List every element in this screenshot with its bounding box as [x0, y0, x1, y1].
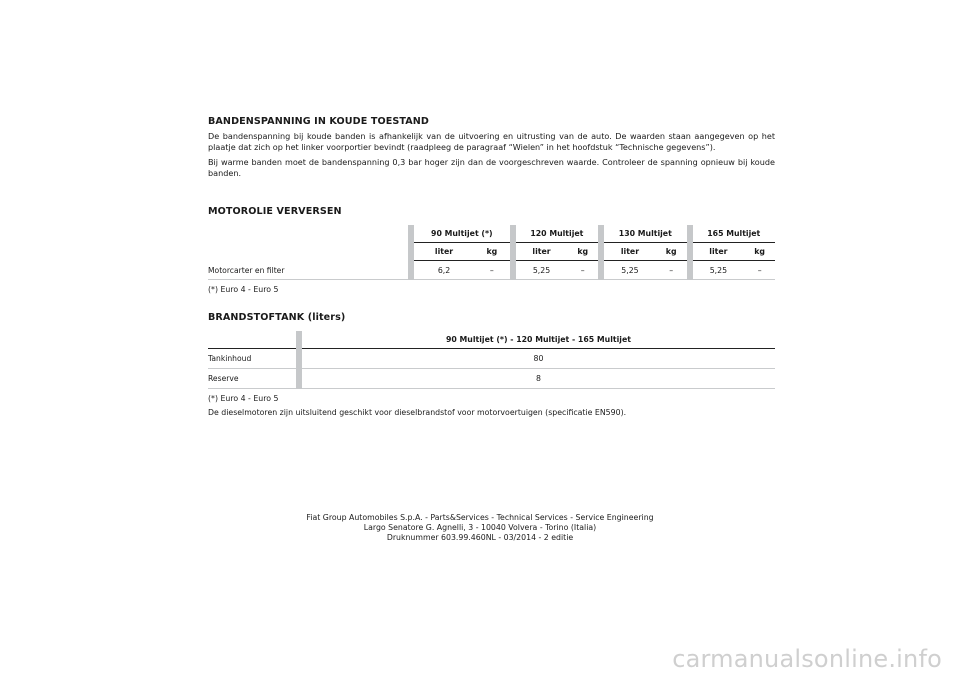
oil-table-empty-header	[208, 225, 408, 243]
fuel-engine-header: 90 Multijet (*) - 120 Multijet - 165 Multijet	[302, 331, 775, 349]
table-row	[208, 369, 775, 389]
fuel-table	[208, 331, 775, 389]
page-content	[208, 116, 775, 417]
fuel-table-empty-header	[208, 331, 296, 349]
oil-value: –	[567, 261, 598, 280]
table-row	[208, 349, 775, 369]
oil-value: 6,2	[414, 261, 474, 280]
oil-unit-header: kg	[474, 243, 510, 261]
footer-line-3: Druknummer 603.99.460NL - 03/2014 - 2 editie	[386, 533, 574, 542]
oil-unit-header: liter	[693, 243, 745, 261]
oil-unit-header: liter	[604, 243, 656, 261]
fuel-tank-section	[208, 312, 775, 417]
oil-change-section	[208, 206, 775, 294]
table-row	[208, 261, 775, 280]
tire-pressure-paragraph-1: De bandenspanning bij koude banden is afhankelijk van de uitvoering en uitrusting van de auto. De waarden staan aangegeven op het plaatje dat zich op het linker voorportier bevindt (raadpleeg de paragraaf “Wielen” in het hoofdstuk “Technische gegevens”).	[208, 131, 775, 152]
fuel-row-label: Reserve	[208, 369, 296, 389]
fuel-value: 8	[302, 369, 775, 389]
oil-engine-header: 90 Multijet (*)	[414, 225, 510, 243]
oil-value: 5,25	[693, 261, 745, 280]
oil-table	[208, 225, 775, 280]
oil-engine-header: 165 Multijet	[693, 225, 775, 243]
oil-value: –	[474, 261, 510, 280]
oil-value: 5,25	[516, 261, 568, 280]
oil-value: –	[744, 261, 775, 280]
oil-value: 5,25	[604, 261, 656, 280]
watermark: carmanualsonline.info	[672, 645, 942, 673]
oil-table-empty-unit	[208, 243, 408, 261]
diesel-note: De dieselmotoren zijn uitsluitend geschikt voor dieselbrandstof voor motorvoertuigen (specificatie EN590).	[208, 408, 627, 418]
oil-value: –	[656, 261, 687, 280]
oil-unit-header: kg	[744, 243, 775, 261]
oil-unit-header: kg	[656, 243, 687, 261]
fuel-table-header-row	[208, 331, 775, 349]
oil-engine-header: 130 Multijet	[604, 225, 686, 243]
page-footer	[0, 513, 960, 543]
oil-footnote: (*) Euro 4 - Euro 5	[208, 285, 279, 295]
oil-change-title: MOTOROLIE VERVERSEN	[208, 206, 342, 218]
footer-line-1: Fiat Group Automobiles S.p.A. - Parts&Services - Technical Services - Service Engineering	[306, 513, 654, 522]
oil-table-unit-row	[208, 243, 775, 261]
footer-line-2: Largo Senatore G. Agnelli, 3 - 10040 Volvera - Torino (Italia)	[363, 523, 597, 532]
oil-unit-header: liter	[516, 243, 568, 261]
oil-engine-header: 120 Multijet	[516, 225, 598, 243]
tire-pressure-title: BANDENSPANNING IN KOUDE TOESTAND	[208, 116, 429, 127]
oil-unit-header: liter	[414, 243, 474, 261]
tire-pressure-paragraph-2: Bij warme banden moet de bandenspanning 0,3 bar hoger zijn dan de voorgeschreven waarde. Controleer de spanning opnieuw bij koude banden.	[208, 157, 775, 178]
fuel-footnote: (*) Euro 4 - Euro 5	[208, 394, 279, 404]
oil-row-label: Motorcarter en filter	[208, 261, 408, 280]
fuel-value: 80	[302, 349, 775, 369]
tire-pressure-section	[208, 116, 775, 178]
oil-unit-header: kg	[567, 243, 598, 261]
fuel-row-label: Tankinhoud	[208, 349, 296, 369]
fuel-tank-title: BRANDSTOFTANK (liters)	[208, 312, 346, 324]
oil-table-engine-header-row	[208, 225, 775, 243]
